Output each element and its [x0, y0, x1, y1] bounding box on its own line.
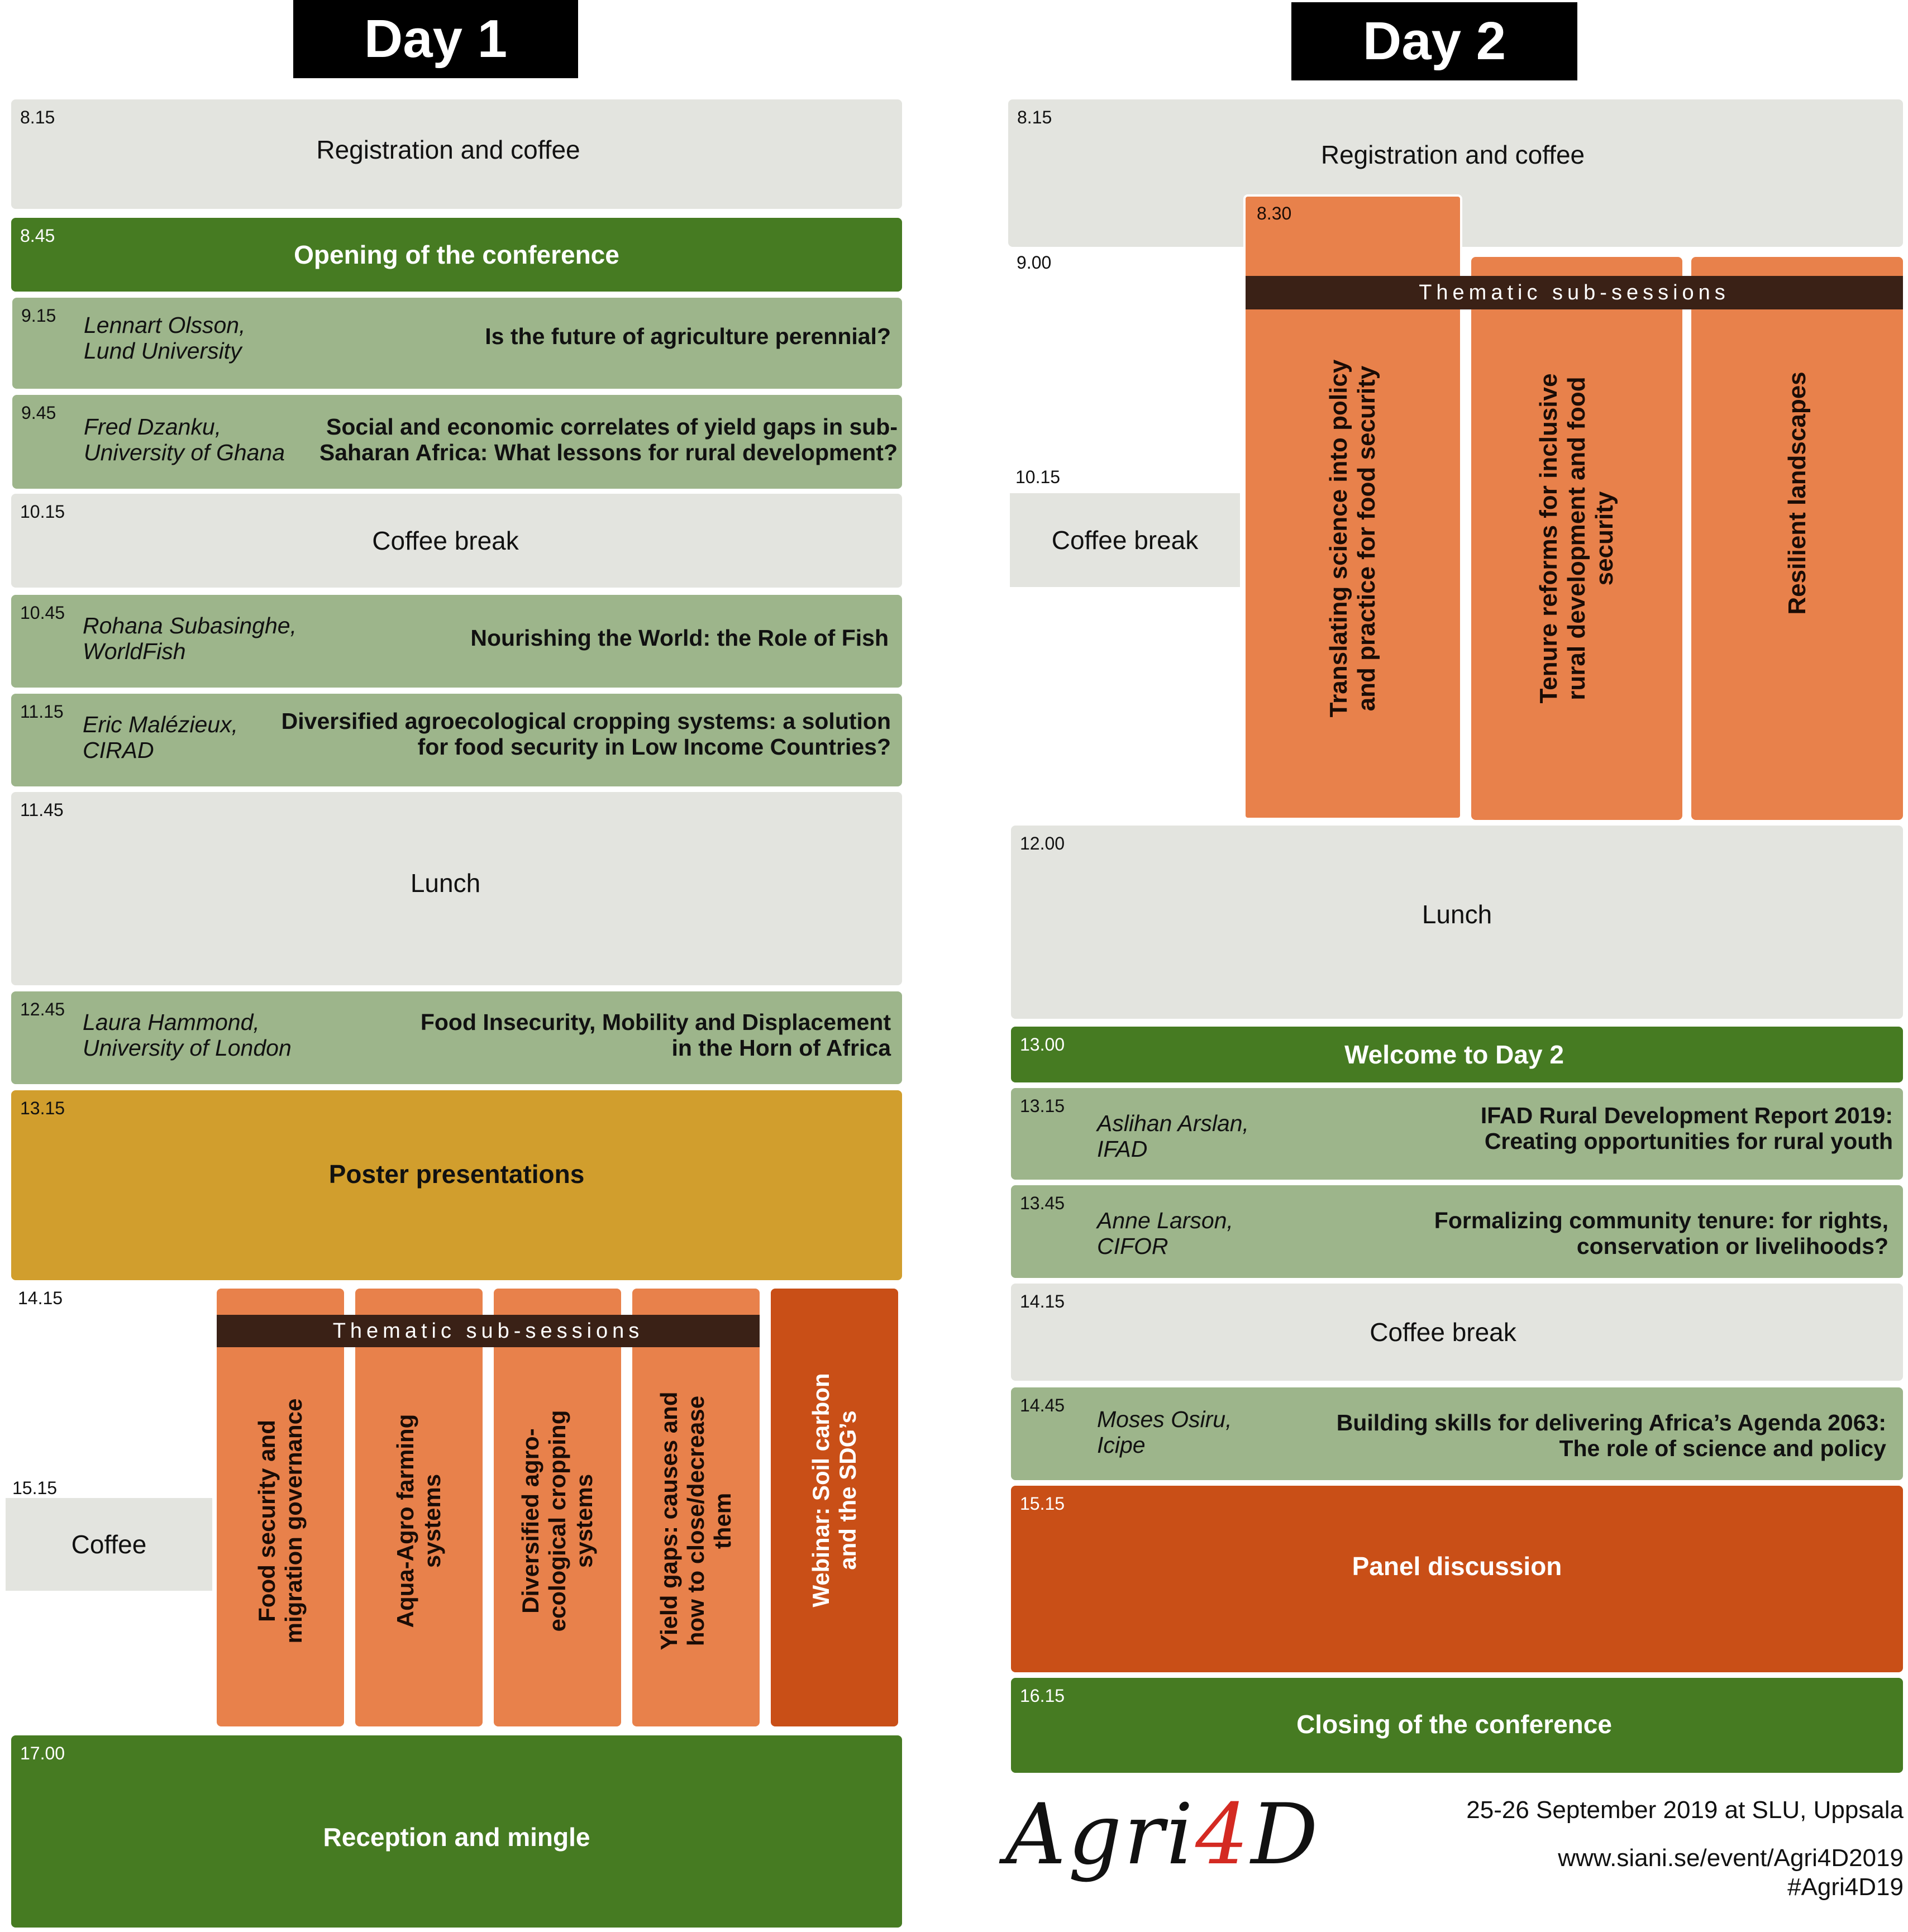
day2-subsession-3: [1691, 257, 1903, 820]
day1-thematic-time: 14.15: [18, 1288, 63, 1308]
day1-coffee-time: 15.15: [12, 1478, 58, 1498]
event-url: www.siani.se/event/Agri4D2019: [1558, 1844, 1904, 1872]
day2-talk-1-time: 13.15: [1020, 1096, 1065, 1116]
day2-talk-1-title: IFAD Rural Development Report 2019: Creating opportunities for rural youth: [1480, 1103, 1893, 1154]
day2-subsession-3-label: Resilient landscapes: [1783, 371, 1811, 616]
day1-reception-label: Reception and mingle: [323, 1823, 590, 1852]
day2-lunch: [1011, 826, 1903, 1019]
event-date: 25-26 September 2019 at SLU, Uppsala: [1466, 1796, 1904, 1824]
day1-coffee: [6, 1498, 212, 1591]
day1-registration-label: Registration and coffee: [316, 135, 580, 165]
day2-coffee-break-2-label: Coffee break: [1370, 1318, 1516, 1347]
day1-talk-5-time: 12.45: [20, 999, 65, 1019]
day1-subsession-2: [355, 1289, 483, 1726]
day1-lunch: [11, 792, 902, 985]
day2-talk-1: [1011, 1088, 1903, 1180]
day1-talk-3-time: 10.45: [20, 603, 65, 623]
day2-coffee-break-2: [1011, 1284, 1903, 1381]
day1-coffee-break-time: 10.15: [20, 502, 65, 522]
agri4d-logo: [1005, 1786, 1320, 1883]
day2-panel: [1011, 1486, 1903, 1672]
day1-subsession-2-label: Aqua-Agro farming systems: [392, 1414, 445, 1628]
day2-coffee-break-time: 10.15: [1015, 467, 1061, 487]
event-hashtag: #Agri4D19: [1787, 1873, 1904, 1901]
day2-subsession-2: [1471, 257, 1682, 820]
day2-coffee-break: [1010, 493, 1240, 587]
day2-thematic-bar-time: 9.00: [1017, 252, 1052, 273]
day1-thematic-bar: Thematic sub-sessions: [217, 1315, 760, 1347]
day1-subsession-1-label: Food security and migration governance: [254, 1398, 307, 1643]
day1-lunch-time: 11.45: [20, 800, 64, 820]
day1-poster: [11, 1090, 902, 1280]
day2-panel-time: 15.15: [1020, 1494, 1065, 1514]
day2-coffee-break-2-time: 14.15: [1020, 1291, 1065, 1311]
day2-header: Day 2: [1291, 2, 1577, 80]
day1-opening: [11, 218, 902, 292]
day1-subsession-3-label: Diversified agro- ecological cropping systems: [517, 1410, 597, 1632]
day1-talk-2-title: Social and economic correlates of yield gaps in sub- Saharan Africa: What lessons for rural development?: [319, 414, 898, 465]
day1-talk-5-speaker: Laura Hammond, University of London: [83, 1009, 292, 1061]
day1-talk-1-title: Is the future of agriculture perennial?: [485, 323, 891, 349]
day1-lunch-label: Lunch: [410, 868, 481, 898]
day2-thematic-bar: Thematic sub-sessions: [1246, 276, 1903, 309]
day2-lunch-time: 12.00: [1020, 833, 1065, 853]
day1-reception-time: 17.00: [20, 1743, 65, 1763]
day2-closing-label: Closing of the conference: [1296, 1710, 1612, 1739]
logo-four: 4: [1195, 1786, 1251, 1883]
day2-coffee-break-label: Coffee break: [1051, 526, 1199, 555]
logo-d: D: [1251, 1786, 1320, 1883]
day1-subsession-4: [632, 1289, 760, 1726]
day1-webinar-label: Webinar: Soil carbon and the SDG’s: [808, 1372, 861, 1607]
day1-talk-3: [11, 595, 902, 688]
day2-subsession-2-label: Tenure reforms for inclusive rural development and food security: [1535, 373, 1618, 704]
day1-talk-4-title: Diversified agroecological cropping systems: a solution for food security in Low Income Countries?: [281, 708, 891, 760]
day1-talk-1-time: 9.15: [21, 306, 56, 326]
day1-talk-3-title: Nourishing the World: the Role of Fish: [470, 625, 889, 651]
day1-registration: [11, 99, 902, 209]
day2-talk-2-title: Formalizing community tenure: for rights, conservation or livelihoods?: [1434, 1208, 1888, 1259]
day1-talk-2: [12, 395, 902, 489]
day2-talk-1-speaker: Aslihan Arslan, IFAD: [1097, 1110, 1249, 1162]
day2-closing-time: 16.15: [1020, 1686, 1065, 1706]
day1-registration-time: 8.15: [20, 107, 55, 127]
day2-closing: [1011, 1678, 1903, 1773]
day1-opening-label: Opening of the conference: [294, 240, 619, 269]
day1-talk-4-speaker: Eric Malézieux, CIRAD: [83, 712, 238, 763]
day2-registration-time: 8.15: [1017, 107, 1052, 127]
day2-talk-3-speaker: Moses Osiru, Icipe: [1097, 1406, 1232, 1458]
day1-webinar: [771, 1289, 898, 1726]
day1-talk-5-title: Food Insecurity, Mobility and Displacement in the Horn of Africa: [420, 1009, 891, 1061]
day1-talk-5: [11, 991, 902, 1084]
day2-talk-2-time: 13.45: [1020, 1193, 1065, 1213]
day1-talk-3-speaker: Rohana Subasinghe, WorldFish: [83, 613, 297, 664]
day1-reception: [11, 1735, 902, 1928]
day1-talk-4: [11, 694, 902, 786]
day1-poster-time: 13.15: [20, 1098, 65, 1118]
day2-welcome-time: 13.00: [1020, 1034, 1065, 1055]
day2-talk-2-speaker: Anne Larson, CIFOR: [1097, 1208, 1233, 1259]
day1-poster-label: Poster presentations: [328, 1159, 585, 1189]
day1-talk-2-time: 9.45: [21, 403, 56, 423]
day1-header: Day 1: [293, 0, 578, 78]
day1-subsession-4-label: Yield gaps: causes and how to close/decrease them: [656, 1391, 736, 1650]
day1-talk-1: [12, 298, 902, 389]
day2-panel-label: Panel discussion: [1352, 1551, 1562, 1581]
day1-subsession-1: [217, 1289, 344, 1726]
day1-talk-4-time: 11.15: [20, 702, 64, 722]
day2-thematic-start-time: 8.30: [1257, 203, 1292, 223]
logo-agri: Agri: [1005, 1786, 1196, 1883]
day2-subsession-1-label: Translating science into policy and practice for food security: [1325, 359, 1380, 717]
day1-talk-2-speaker: Fred Dzanku, University of Ghana: [84, 414, 285, 465]
day2-registration-label: Registration and coffee: [1320, 140, 1585, 169]
day2-talk-3-title: Building skills for delivering Africa’s Agenda 2063: The role of science and policy: [1336, 1410, 1886, 1461]
day1-coffee-break: [11, 494, 902, 588]
day1-coffee-break-label: Coffee break: [372, 526, 519, 555]
day2-talk-3-time: 14.45: [1020, 1395, 1065, 1415]
day1-opening-time: 8.45: [20, 226, 55, 246]
day2-lunch-label: Lunch: [1422, 900, 1492, 929]
day1-subsession-3: [494, 1289, 621, 1726]
day2-welcome-label: Welcome to Day 2: [1344, 1040, 1564, 1069]
day2-talk-2: [1011, 1185, 1903, 1278]
day2-talk-3: [1011, 1387, 1903, 1480]
day1-talk-1-speaker: Lennart Olsson, Lund University: [84, 312, 246, 364]
day1-coffee-label: Coffee: [71, 1530, 147, 1559]
day2-welcome: [1011, 1027, 1903, 1082]
